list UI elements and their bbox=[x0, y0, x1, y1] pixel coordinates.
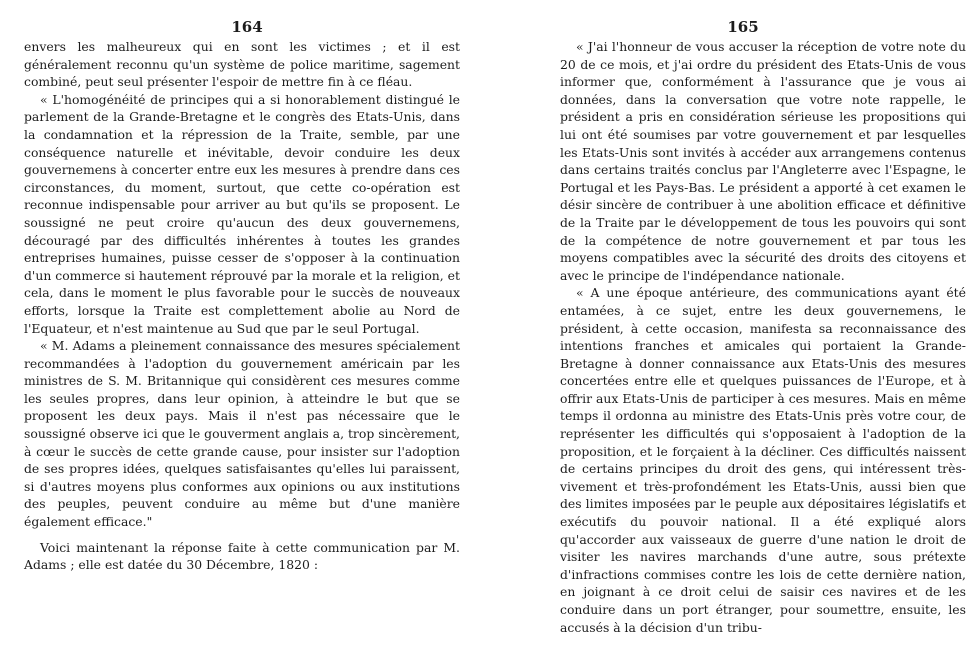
left-paragraph-1: envers les malheureux qui en sont les victimes ; et il est généralement reconnu qu'un système de police maritime, sagement combiné, peut seul présenter l'espoir de mettre fin à ce fléau. bbox=[24, 39, 460, 90]
right-paragraph-1: « J'ai l'honneur de vous accuser la réception de votre note du 20 de ce mois, et j'ai ordre du président des Etats-Unis de vous informer que, conformément à l'assurance que je vous ai données, dans la conversation que votre note rappelle, le président a pris en considération sérieuse les propositions qui lui ont été soumises par votre gouvernement et par lesquelles les Etats-Unis sont invités à accéder aux arrangemens contenus dans certains traités conclus par l'Angleterre avec l'Espagne, le Portugal et les Pays-Bas. Le président a apporté à cet examen le désir sincère de contribuer à une abolition efficace et définitive de la Traite par le développement de tous les pouvoirs qui sont de la compétence de notre gouvernement et par tous les moyens compatibles avec la sécurité des droits des citoyens et avec le principe de l'indépendance nationale. bbox=[560, 39, 966, 283]
book-gutter bbox=[470, 0, 490, 663]
left-paragraph-3: « M. Adams a pleinement connaissance des mesures spécialement recommandées à l'adoption du gouvernement américain par les ministres de S. M. Britannique qui considèrent ces mesures comme les seules propres, dans leur opinion, à atteindre le but que se proposent les deux pays. Mais il n'est pas nécessaire que le soussigné observe ici que le gouverment anglais a, trop sincèrement, à cœur le succès de cette grande cause, pour insister sur l'adoption de ses propres idées, quelques satisfaisantes qu'elles lui paraissent, si d'autres moyens plus conformes aux opinions ou aux institutions des peuples, peuvent conduire au même but d'une manière également efficace." bbox=[24, 338, 460, 530]
right-page bbox=[490, 0, 980, 663]
left-page-number: 164 bbox=[231, 18, 263, 36]
left-paragraph-4: Voici maintenant la réponse faite à cette communication par M. Adams ; elle est datée du 30 Décembre, 1820 : bbox=[24, 539, 460, 573]
right-page-number: 165 bbox=[727, 18, 759, 36]
right-paragraph-2: « A une époque antérieure, des communications ayant été entamées, à ce sujet, entre les deux gouvernemens, le président, à cette occasion, manifesta sa reconnaissance des intentions franches et amicales qui portaient la Grande-Bretagne à donner connaissance aux Etats-Unis des mesures concertées entre elle et quelques puissances de l'Europe, et à offrir aux Etats-Unis de participer à ces mesures. Mais en même temps il ordonna au ministre des Etats-Unis près votre cour, de représenter les difficultés qui s'opposaient à l'adoption de la proposition, et le forçaient à la décliner. Ces difficultés naissent de certains principes du droit des gens, qui intéressent très-vivement et très-profondément les Etats-Unis, aussi bien que des limites imposées par le peuple aux dépositaires législatifs et exécutifs du pouvoir national. Il a été expliqué alors qu'accorder aux vaisseaux de guerre d'une nation le droit de visiter les navires marchands d'une autre, sous prétexte d'infractions commises contre les lois de cette dernière nation, en joignant à ce droit celui de saisir ces navires et de les conduire dans un port étranger, pour soumettre, ensuite, les accusés à la décision d'un tribu- bbox=[560, 285, 966, 635]
left-paragraph-2: « L'homogénéité de principes qui a si honorablement distingué le parlement de la Grande-Bretagne et le congrès des Etats-Unis, dans la condamnation et la répression de la Traite, semble, par une conséquence naturelle et inévitable, devoir conduire les deux gouvernemens à concerter entre eux les mesures à prendre dans ces circonstances, du moment, surtout, que cette co-opération est reconnue indispensable pour arriver au but qu'ils se proposent. Le soussigné ne peut croire qu'aucun des deux gouvernemens, découragé par des difficultés inhérentes à toutes les grandes entreprises humaines, puisse cesser de s'opposer à la continuation d'un commerce si hautement réprouvé par la morale et la religion, et cela, dans le moment le plus favorable pour le succès de nouveaux efforts, lorsque la Traite est complettement abolie au Nord de l'Equateur, et n'est maintenue au Sud que par le seul Portugal. bbox=[24, 91, 460, 336]
left-page bbox=[0, 0, 470, 663]
